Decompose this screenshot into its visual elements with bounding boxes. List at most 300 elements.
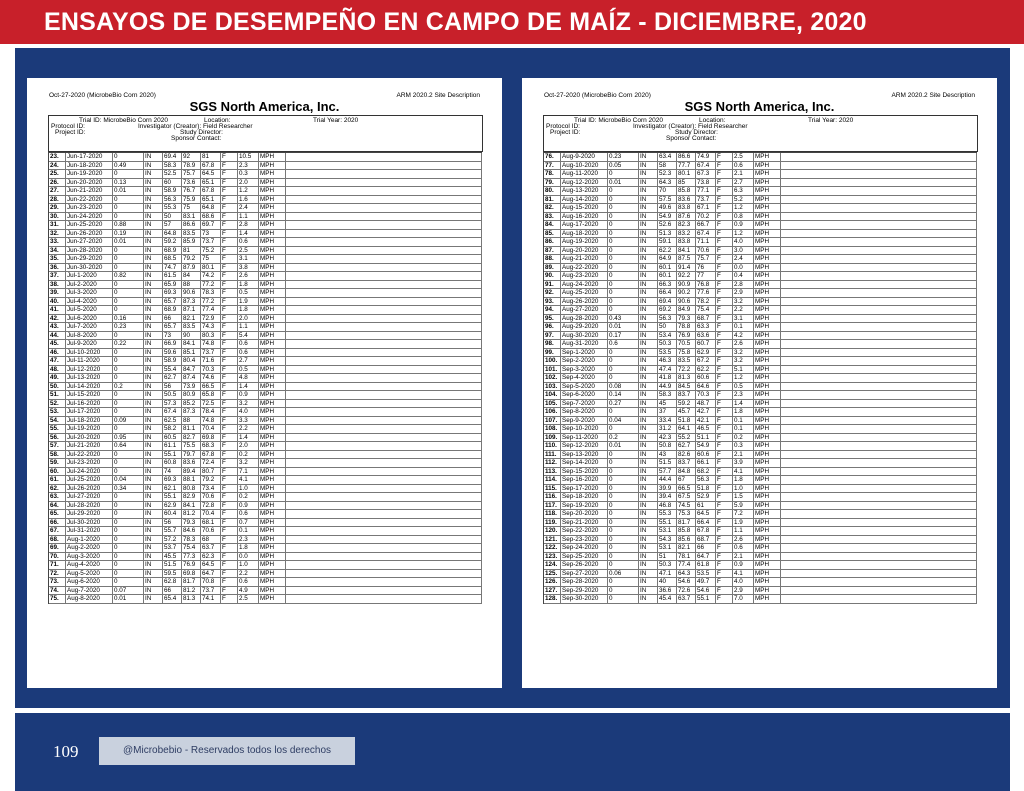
table-cell: 66 xyxy=(696,544,716,553)
table-cell-blank xyxy=(286,400,482,409)
table-cell: 1.8 xyxy=(238,306,259,315)
table-cell: F xyxy=(716,204,733,213)
table-cell: F xyxy=(716,553,733,562)
table-cell-blank xyxy=(286,221,482,230)
table-cell: 109. xyxy=(544,434,561,443)
table-cell: 7.1 xyxy=(238,468,259,477)
table-cell: F xyxy=(716,255,733,264)
table-cell: IN xyxy=(639,459,658,468)
table-cell: IN xyxy=(144,374,163,383)
table-row xyxy=(49,213,482,222)
table-cell: 125. xyxy=(544,570,561,579)
table-cell: MPH xyxy=(259,298,286,307)
table-cell: 77. xyxy=(544,162,561,171)
table-cell: F xyxy=(221,459,238,468)
table-cell: Jul-8-2020 xyxy=(66,332,113,341)
table-cell: F xyxy=(221,349,238,358)
table-cell: 75.3 xyxy=(677,510,696,519)
table-cell: Aug-12-2020 xyxy=(561,179,608,188)
table-cell: 2.7 xyxy=(733,179,754,188)
table-cell: MPH xyxy=(754,544,781,553)
table-cell: IN xyxy=(144,519,163,528)
table-cell: Aug-22-2020 xyxy=(561,264,608,273)
table-cell: IN xyxy=(639,162,658,171)
table-cell: Sep-29-2020 xyxy=(561,587,608,596)
table-cell: 0 xyxy=(113,400,144,409)
table-cell: 81.1 xyxy=(182,425,201,434)
sponsor-contact-label: Sponsor Contact: xyxy=(171,135,222,142)
table-cell: F xyxy=(221,238,238,247)
table-row xyxy=(49,315,482,324)
table-row xyxy=(544,553,977,562)
table-row xyxy=(544,247,977,256)
table-cell: 0 xyxy=(113,213,144,222)
table-cell: MPH xyxy=(259,519,286,528)
table-cell: MPH xyxy=(754,459,781,468)
table-cell: MPH xyxy=(259,264,286,273)
table-cell: MPH xyxy=(754,289,781,298)
table-cell: F xyxy=(221,255,238,264)
table-cell: 83.5 xyxy=(182,323,201,332)
table-cell: Sep-5-2020 xyxy=(561,383,608,392)
table-cell: 79. xyxy=(544,179,561,188)
table-row xyxy=(49,162,482,171)
table-cell: 75.4 xyxy=(182,544,201,553)
table-row xyxy=(49,306,482,315)
table-cell: 2.0 xyxy=(238,179,259,188)
table-cell: Jul-23-2020 xyxy=(66,459,113,468)
table-cell: IN xyxy=(639,383,658,392)
table-cell: 0 xyxy=(608,204,639,213)
table-cell: MPH xyxy=(259,570,286,579)
table-row xyxy=(544,400,977,409)
table-cell: 62.8 xyxy=(163,578,182,587)
table-cell-blank xyxy=(781,561,977,570)
table-cell: 0 xyxy=(608,306,639,315)
table-cell: Aug-24-2020 xyxy=(561,281,608,290)
table-cell: Jun-24-2020 xyxy=(66,213,113,222)
table-cell: 2.8 xyxy=(238,221,259,230)
table-cell: Jul-15-2020 xyxy=(66,391,113,400)
table-cell: 66 xyxy=(163,315,182,324)
table-row xyxy=(544,349,977,358)
table-cell: 114. xyxy=(544,476,561,485)
table-cell: 64.7 xyxy=(201,570,221,579)
table-cell: 71.1 xyxy=(696,238,716,247)
table-cell: 89.4 xyxy=(182,468,201,477)
table-cell: 0 xyxy=(608,476,639,485)
table-cell: 68.2 xyxy=(696,468,716,477)
table-cell: 1.9 xyxy=(733,519,754,528)
table-cell: 72.2 xyxy=(677,366,696,375)
table-cell: F xyxy=(221,502,238,511)
table-cell-blank xyxy=(286,272,482,281)
table-cell: 61.8 xyxy=(696,561,716,570)
table-cell: 57.2 xyxy=(163,536,182,545)
table-row xyxy=(49,170,482,179)
table-cell: 3.2 xyxy=(733,349,754,358)
table-cell: 72.5 xyxy=(201,400,221,409)
table-cell: 54.6 xyxy=(677,578,696,587)
table-cell: Jul-13-2020 xyxy=(66,374,113,383)
table-cell: F xyxy=(716,434,733,443)
table-cell: F xyxy=(221,570,238,579)
table-cell: MPH xyxy=(754,400,781,409)
table-cell: F xyxy=(716,179,733,188)
table-cell: 0.8 xyxy=(733,213,754,222)
table-row xyxy=(49,544,482,553)
table-cell: 50.5 xyxy=(163,391,182,400)
table-row xyxy=(544,357,977,366)
table-cell: 0 xyxy=(113,306,144,315)
table-cell: 2.4 xyxy=(733,255,754,264)
table-cell: 77.4 xyxy=(677,561,696,570)
table-cell: 31.2 xyxy=(658,425,677,434)
table-cell-blank xyxy=(286,519,482,528)
table-cell: F xyxy=(716,349,733,358)
table-cell: 41.8 xyxy=(658,374,677,383)
table-cell: 0 xyxy=(608,349,639,358)
table-cell: 120. xyxy=(544,527,561,536)
table-cell: 82.7 xyxy=(182,434,201,443)
table-cell: 84.6 xyxy=(182,527,201,536)
table-cell: 0.1 xyxy=(733,425,754,434)
table-cell: 85.9 xyxy=(182,238,201,247)
table-cell: 49.7 xyxy=(696,578,716,587)
table-cell: 59.5 xyxy=(163,570,182,579)
table-cell-blank xyxy=(781,442,977,451)
table-cell: IN xyxy=(639,238,658,247)
table-cell-blank xyxy=(286,476,482,485)
table-cell: 1.4 xyxy=(238,383,259,392)
table-cell: 112. xyxy=(544,459,561,468)
table-cell-blank xyxy=(286,238,482,247)
table-row xyxy=(49,204,482,213)
table-cell: 3.8 xyxy=(238,264,259,273)
table-cell: 4.0 xyxy=(733,238,754,247)
table-cell: 67.4 xyxy=(696,230,716,239)
table-row xyxy=(49,153,482,162)
report-version: ARM 2020.2 Site Description xyxy=(396,92,480,99)
table-cell: Jul-11-2020 xyxy=(66,357,113,366)
table-cell-blank xyxy=(781,247,977,256)
table-cell: 77.2 xyxy=(201,298,221,307)
table-cell: 66.4 xyxy=(658,289,677,298)
table-row xyxy=(49,451,482,460)
table-cell: 115. xyxy=(544,485,561,494)
table-cell: IN xyxy=(639,502,658,511)
table-cell: 77.2 xyxy=(201,281,221,290)
table-cell: Sep-14-2020 xyxy=(561,459,608,468)
table-cell: IN xyxy=(639,468,658,477)
table-cell: 84.9 xyxy=(677,306,696,315)
table-row xyxy=(49,323,482,332)
table-cell: MPH xyxy=(259,374,286,383)
table-cell: 70.3 xyxy=(696,391,716,400)
table-cell-blank xyxy=(781,340,977,349)
table-cell: Aug-9-2020 xyxy=(561,153,608,162)
table-cell: 38. xyxy=(49,281,66,290)
table-cell: 32. xyxy=(49,230,66,239)
table-cell: 51. xyxy=(49,391,66,400)
table-cell: IN xyxy=(144,391,163,400)
table-cell: 0.9 xyxy=(733,561,754,570)
table-cell: 5.2 xyxy=(733,196,754,205)
table-cell: 85 xyxy=(677,179,696,188)
table-cell: 69.4 xyxy=(658,298,677,307)
table-cell: 0 xyxy=(113,519,144,528)
table-row xyxy=(544,230,977,239)
table-cell: IN xyxy=(144,162,163,171)
trial-year: Trial Year: 2020 xyxy=(808,117,854,124)
table-cell-blank xyxy=(781,536,977,545)
table-cell: IN xyxy=(639,595,658,604)
table-cell-blank xyxy=(286,315,482,324)
table-cell-blank xyxy=(781,238,977,247)
table-row xyxy=(49,196,482,205)
table-row xyxy=(49,408,482,417)
table-cell: 92 xyxy=(182,153,201,162)
table-cell: F xyxy=(221,527,238,536)
table-cell: Sep-18-2020 xyxy=(561,493,608,502)
table-cell: 69.8 xyxy=(182,570,201,579)
table-cell-blank xyxy=(781,255,977,264)
table-cell: 68.7 xyxy=(696,315,716,324)
table-cell: IN xyxy=(144,298,163,307)
table-cell: Sep-17-2020 xyxy=(561,485,608,494)
table-cell: 0.01 xyxy=(608,323,639,332)
table-cell: MPH xyxy=(754,476,781,485)
table-cell: 64.6 xyxy=(696,383,716,392)
table-cell: 52.9 xyxy=(696,493,716,502)
table-cell: 0 xyxy=(608,230,639,239)
table-cell: 88. xyxy=(544,255,561,264)
table-cell: IN xyxy=(144,315,163,324)
table-row xyxy=(49,349,482,358)
table-cell: Jul-22-2020 xyxy=(66,451,113,460)
table-cell: IN xyxy=(639,519,658,528)
table-cell: 1.9 xyxy=(238,298,259,307)
table-cell: F xyxy=(221,230,238,239)
table-cell: 0 xyxy=(608,595,639,604)
table-cell: F xyxy=(221,561,238,570)
table-cell: 31. xyxy=(49,221,66,230)
table-cell: IN xyxy=(639,578,658,587)
table-cell: IN xyxy=(639,298,658,307)
table-cell: 40 xyxy=(658,578,677,587)
table-cell: 72.4 xyxy=(201,459,221,468)
table-cell: IN xyxy=(639,340,658,349)
table-cell: 0 xyxy=(113,264,144,273)
table-cell: 118. xyxy=(544,510,561,519)
table-cell: F xyxy=(221,442,238,451)
table-row xyxy=(544,502,977,511)
table-cell: MPH xyxy=(754,315,781,324)
table-cell: 60.7 xyxy=(696,340,716,349)
table-cell: MPH xyxy=(259,332,286,341)
table-cell: Sep-13-2020 xyxy=(561,451,608,460)
table-cell: MPH xyxy=(259,153,286,162)
table-cell: 86. xyxy=(544,238,561,247)
table-cell: F xyxy=(716,272,733,281)
table-cell: 0.09 xyxy=(113,417,144,426)
table-cell: F xyxy=(716,595,733,604)
table-cell: 0 xyxy=(113,196,144,205)
table-cell: 0.6 xyxy=(608,340,639,349)
table-cell: 66.5 xyxy=(201,383,221,392)
table-cell: 0.07 xyxy=(113,587,144,596)
table-cell: 56.3 xyxy=(658,315,677,324)
table-cell-blank xyxy=(781,306,977,315)
table-cell: 4.1 xyxy=(733,570,754,579)
table-cell: F xyxy=(221,425,238,434)
table-row xyxy=(49,595,482,604)
table-cell: MPH xyxy=(754,255,781,264)
table-cell-blank xyxy=(781,476,977,485)
table-cell: 62.9 xyxy=(696,349,716,358)
table-cell: 1.8 xyxy=(238,544,259,553)
table-cell: 84.7 xyxy=(182,366,201,375)
table-cell: MPH xyxy=(259,587,286,596)
table-cell-blank xyxy=(286,544,482,553)
table-cell: 0.1 xyxy=(238,527,259,536)
table-row xyxy=(544,519,977,528)
table-cell: F xyxy=(221,536,238,545)
table-cell: 0.22 xyxy=(113,340,144,349)
table-cell: 81 xyxy=(201,153,221,162)
table-cell: 61. xyxy=(49,476,66,485)
table-cell: 0.16 xyxy=(113,315,144,324)
table-cell: 70. xyxy=(49,553,66,562)
table-cell: Jun-30-2020 xyxy=(66,264,113,273)
table-cell: 65.7 xyxy=(163,323,182,332)
table-cell: Sep-16-2020 xyxy=(561,476,608,485)
table-row xyxy=(49,536,482,545)
table-cell: 51.8 xyxy=(696,485,716,494)
table-cell: MPH xyxy=(754,196,781,205)
table-cell: 74.6 xyxy=(201,374,221,383)
table-cell: 75.9 xyxy=(182,196,201,205)
table-cell: Jul-19-2020 xyxy=(66,425,113,434)
table-cell: IN xyxy=(144,255,163,264)
investigator-label: Investigator (Creator): Field Researcher xyxy=(633,123,748,130)
table-cell: IN xyxy=(144,221,163,230)
table-cell: 60.8 xyxy=(163,459,182,468)
table-cell-blank xyxy=(286,408,482,417)
table-cell: F xyxy=(221,340,238,349)
table-cell: F xyxy=(716,238,733,247)
table-cell: 56. xyxy=(49,434,66,443)
table-cell: 45. xyxy=(49,340,66,349)
table-cell: 1.0 xyxy=(238,561,259,570)
table-cell: Aug-11-2020 xyxy=(561,170,608,179)
table-cell: 77 xyxy=(696,272,716,281)
table-cell: 0 xyxy=(113,578,144,587)
table-cell: Jul-1-2020 xyxy=(66,272,113,281)
table-cell: 68.9 xyxy=(163,247,182,256)
table-cell: Jul-17-2020 xyxy=(66,408,113,417)
table-cell: F xyxy=(221,323,238,332)
table-cell: 85.8 xyxy=(677,527,696,536)
table-cell-blank xyxy=(781,408,977,417)
table-cell: F xyxy=(716,213,733,222)
table-cell-blank xyxy=(781,323,977,332)
table-cell-blank xyxy=(781,366,977,375)
table-cell: 117. xyxy=(544,502,561,511)
table-cell: 0.08 xyxy=(608,383,639,392)
table-cell: 75.4 xyxy=(696,306,716,315)
table-cell: 0.6 xyxy=(238,340,259,349)
table-cell: MPH xyxy=(259,162,286,171)
table-cell: F xyxy=(221,357,238,366)
table-cell: F xyxy=(221,417,238,426)
table-row xyxy=(544,196,977,205)
table-cell: Sep-3-2020 xyxy=(561,366,608,375)
table-cell: 83. xyxy=(544,213,561,222)
table-cell: 87.3 xyxy=(182,298,201,307)
table-row xyxy=(49,553,482,562)
table-cell: 59.2 xyxy=(677,400,696,409)
table-cell: MPH xyxy=(754,587,781,596)
table-cell: Aug-13-2020 xyxy=(561,187,608,196)
table-row xyxy=(49,255,482,264)
table-cell: 85.1 xyxy=(182,349,201,358)
table-cell: 66. xyxy=(49,519,66,528)
table-row xyxy=(49,417,482,426)
table-cell: Sep-10-2020 xyxy=(561,425,608,434)
table-cell: 87.5 xyxy=(677,255,696,264)
table-row xyxy=(544,204,977,213)
table-row xyxy=(49,281,482,290)
table-cell: 76.7 xyxy=(182,187,201,196)
table-cell: MPH xyxy=(259,417,286,426)
table-cell: 65.8 xyxy=(201,391,221,400)
table-cell: Aug-27-2020 xyxy=(561,306,608,315)
table-cell: 0.6 xyxy=(733,544,754,553)
table-cell: 81.7 xyxy=(182,578,201,587)
table-cell: IN xyxy=(144,400,163,409)
table-cell: 49.6 xyxy=(658,204,677,213)
table-cell: 51.8 xyxy=(677,417,696,426)
table-cell: 0 xyxy=(113,255,144,264)
table-row xyxy=(49,230,482,239)
table-cell: 88.1 xyxy=(182,476,201,485)
table-cell: 75.7 xyxy=(182,170,201,179)
table-cell: 0 xyxy=(113,332,144,341)
table-cell-blank xyxy=(781,196,977,205)
table-cell: 0 xyxy=(608,502,639,511)
table-cell: 85.8 xyxy=(677,187,696,196)
table-cell: 0.19 xyxy=(113,230,144,239)
table-cell: F xyxy=(221,595,238,604)
table-row xyxy=(49,485,482,494)
table-cell: 39.9 xyxy=(658,485,677,494)
table-cell: 64.9 xyxy=(658,255,677,264)
table-cell: 70.5 xyxy=(677,340,696,349)
table-cell: 54.9 xyxy=(658,213,677,222)
table-cell: Aug-31-2020 xyxy=(561,340,608,349)
table-cell: 73.7 xyxy=(201,238,221,247)
table-cell: 78. xyxy=(544,170,561,179)
table-cell: 68 xyxy=(201,536,221,545)
table-cell: IN xyxy=(639,425,658,434)
table-cell: 84 xyxy=(182,272,201,281)
table-cell: 77.4 xyxy=(201,306,221,315)
table-cell: 76 xyxy=(696,264,716,273)
table-cell: Sep-25-2020 xyxy=(561,553,608,562)
table-row xyxy=(544,459,977,468)
table-cell: 5.4 xyxy=(238,332,259,341)
